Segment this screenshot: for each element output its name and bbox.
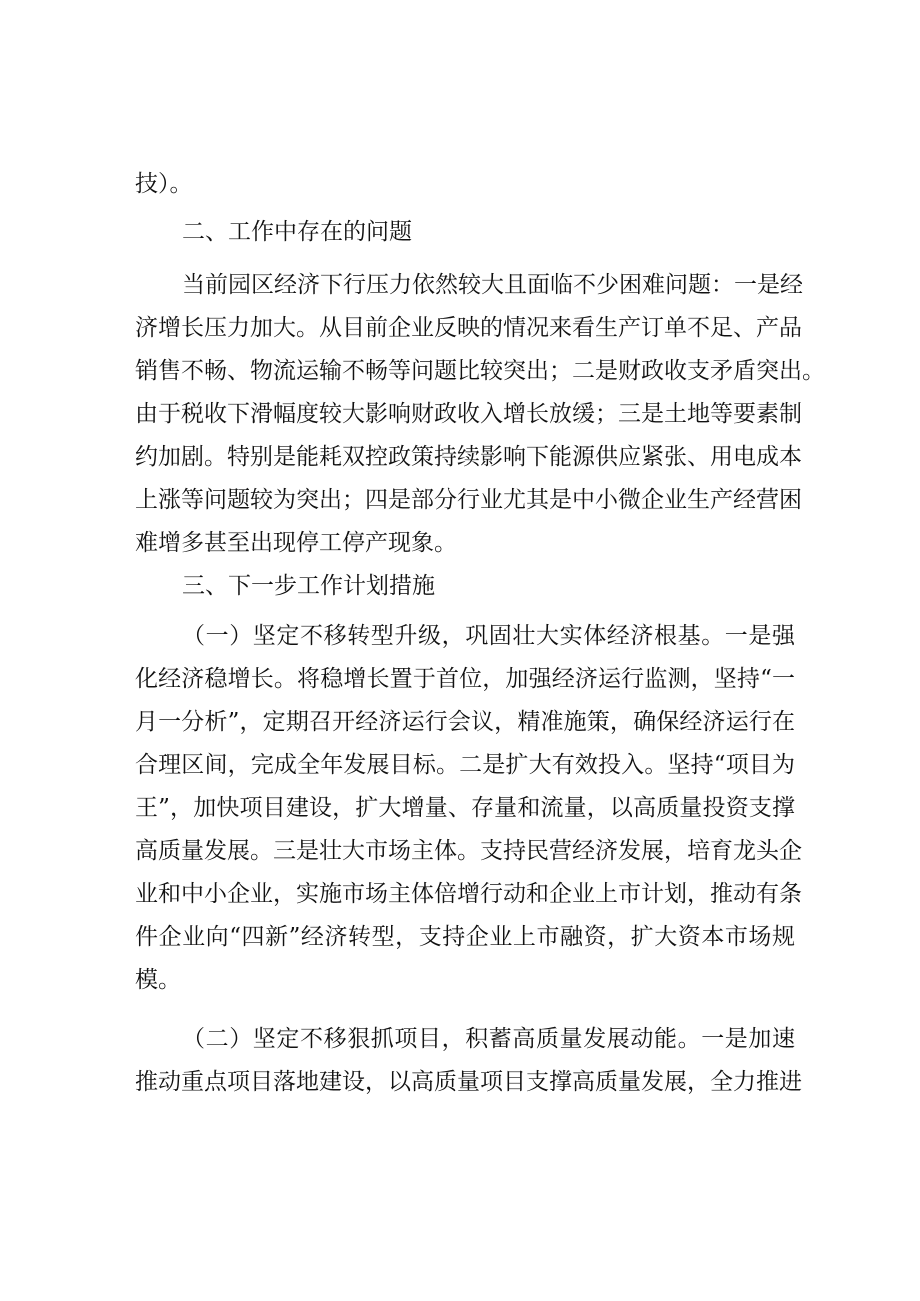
text-line: 业和中小企业，实施市场主体倍增行动和企业上市计划，推动有条 <box>135 881 802 907</box>
text-line: 济增长压力加大。从目前企业反映的情况来看生产订单不足、产品 <box>135 315 802 341</box>
text-line: 上涨等问题较为突出；四是部分行业尤其是中小微企业生产经营困 <box>135 487 802 513</box>
text-line: 模。 <box>135 967 181 993</box>
text-line: 由于税收下滑幅度较大影响财政收入增长放缓；三是土地等要素制 <box>135 401 802 427</box>
text-line: 难增多甚至出现停工停产现象。 <box>135 530 457 556</box>
text-line: 销售不畅、物流运输不畅等问题比较突出；二是财政收支矛盾突出。 <box>135 358 825 384</box>
text-line: 王”，加快项目建设，扩大增量、存量和流量，以高质量投资支撑 <box>135 795 795 821</box>
text-line: 合理区间，完成全年发展目标。二是扩大有效投入。坚持“项目为 <box>135 752 795 778</box>
text-line: （二）坚定不移狠抓项目，积蓄高质量发展动能。一是加速 <box>182 1026 795 1052</box>
text-line: 约加剧。特别是能耗双控政策持续影响下能源供应紧张、用电成本 <box>135 444 802 470</box>
text-line: 化经济稳增长。将稳增长置于首位，加强经济运行监测，坚持“一 <box>135 666 795 692</box>
text-line: 当前园区经济下行压力依然较大且面临不少困难问题：一是经 <box>182 272 803 298</box>
text-line: （一）坚定不移转型升级，巩固壮大实体经济根基。一是强 <box>182 623 795 649</box>
text-line: 月一分析”，定期召开经济运行会议，精准施策，确保经济运行在 <box>135 709 795 735</box>
section-heading: 三、下一步工作计划措施 <box>182 573 435 599</box>
text-line: 推动重点项目落地建设，以高质量项目支撑高质量发展，全力推进 <box>135 1069 802 1095</box>
text-line: 件企业向“四新”经济转型，支持企业上市融资，扩大资本市场规 <box>135 924 795 950</box>
text-line: 高质量发展。三是壮大市场主体。支持民营经济发展，培育龙头企 <box>135 838 802 864</box>
text-line: 技）。 <box>135 171 193 197</box>
section-heading: 二、工作中存在的问题 <box>182 219 412 245</box>
